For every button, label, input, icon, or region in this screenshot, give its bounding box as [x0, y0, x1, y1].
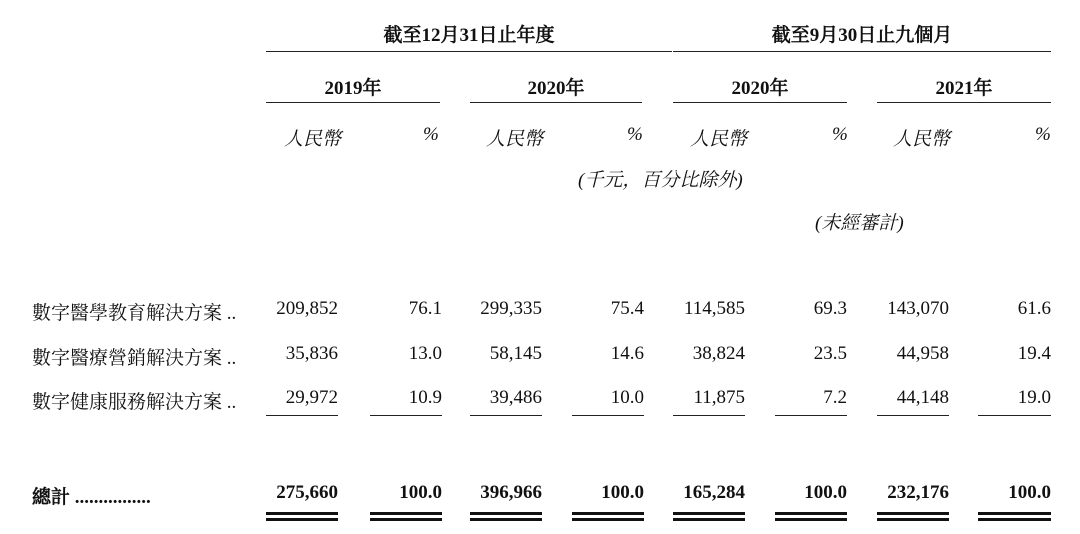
total-double-rule	[572, 512, 644, 521]
year-rule-2020-9m	[673, 102, 847, 103]
unit-note: (千元，百分比除外)	[578, 170, 743, 191]
header-nine-months: 截至9月30日止九個月	[771, 25, 953, 46]
percent-header: %	[423, 124, 439, 145]
total-cell: 396,966	[480, 482, 542, 503]
year-rule-2020	[470, 102, 642, 103]
table-cell: 7.2	[823, 387, 847, 408]
table-cell: 209,852	[276, 298, 338, 319]
row-label: 數字健康服務解決方案 ..	[32, 392, 237, 413]
subtotal-rule	[266, 415, 338, 416]
table-cell: 75.4	[610, 298, 644, 319]
total-label: 總計 ................	[32, 487, 151, 508]
subtotal-rule	[370, 415, 442, 416]
total-double-rule	[673, 512, 745, 521]
total-cell: 100.0	[804, 482, 847, 503]
year-header-2020-9m: 2020年	[731, 78, 789, 99]
subtotal-rule	[673, 415, 745, 416]
currency-header: 人民幣	[690, 129, 748, 150]
total-cell: 100.0	[601, 482, 644, 503]
subtotal-rule	[470, 415, 542, 416]
table-cell: 10.0	[610, 387, 644, 408]
table-cell: 35,836	[285, 343, 338, 364]
table-cell: 11,875	[693, 387, 745, 408]
table-cell: 19.4	[1017, 343, 1051, 364]
total-cell: 100.0	[399, 482, 442, 503]
table-cell: 44,148	[896, 387, 949, 408]
table-cell: 38,824	[692, 343, 745, 364]
table-cell: 61.6	[1017, 298, 1051, 319]
year-header-2021: 2021年	[935, 78, 993, 99]
table-cell: 39,486	[489, 387, 542, 408]
total-double-rule	[877, 512, 949, 521]
total-cell: 275,660	[276, 482, 338, 503]
header-nine-months-rule	[673, 51, 1051, 52]
row-label: 數字醫療營銷解決方案 ..	[32, 348, 237, 369]
currency-header: 人民幣	[486, 129, 544, 150]
unaudited-note: (未經審計)	[815, 213, 904, 234]
table-cell: 299,335	[480, 298, 542, 319]
subtotal-rule	[877, 415, 949, 416]
table-cell: 44,958	[896, 343, 949, 364]
percent-header: %	[627, 124, 643, 145]
percent-header: %	[1035, 124, 1051, 145]
table-cell: 29,972	[285, 387, 338, 408]
subtotal-rule	[775, 415, 847, 416]
total-double-rule	[266, 512, 338, 521]
year-header-2019: 2019年	[324, 78, 382, 99]
header-fiscal-year: 截至12月31日止年度	[383, 25, 555, 46]
table-cell: 10.9	[408, 387, 442, 408]
total-double-rule	[470, 512, 542, 521]
table-cell: 114,585	[683, 298, 745, 319]
row-label: 數字醫學教育解決方案 ..	[32, 303, 237, 324]
currency-header: 人民幣	[284, 129, 342, 150]
table-cell: 143,070	[887, 298, 949, 319]
table-cell: 69.3	[813, 298, 847, 319]
currency-header: 人民幣	[893, 129, 951, 150]
total-double-rule	[370, 512, 442, 521]
year-rule-2021	[877, 102, 1051, 103]
total-double-rule	[978, 512, 1051, 521]
subtotal-rule	[572, 415, 644, 416]
total-double-rule	[775, 512, 847, 521]
table-cell: 19.0	[1017, 387, 1051, 408]
year-rule-2019	[266, 102, 440, 103]
table-cell: 76.1	[408, 298, 442, 319]
header-fiscal-year-rule	[266, 51, 672, 52]
table-cell: 13.0	[408, 343, 442, 364]
table-cell: 14.6	[610, 343, 644, 364]
year-header-2020: 2020年	[527, 78, 585, 99]
percent-header: %	[832, 124, 848, 145]
table-cell: 23.5	[813, 343, 847, 364]
total-cell: 232,176	[887, 482, 949, 503]
subtotal-rule	[978, 415, 1051, 416]
total-cell: 100.0	[1008, 482, 1051, 503]
table-cell: 58,145	[489, 343, 542, 364]
total-cell: 165,284	[683, 482, 745, 503]
